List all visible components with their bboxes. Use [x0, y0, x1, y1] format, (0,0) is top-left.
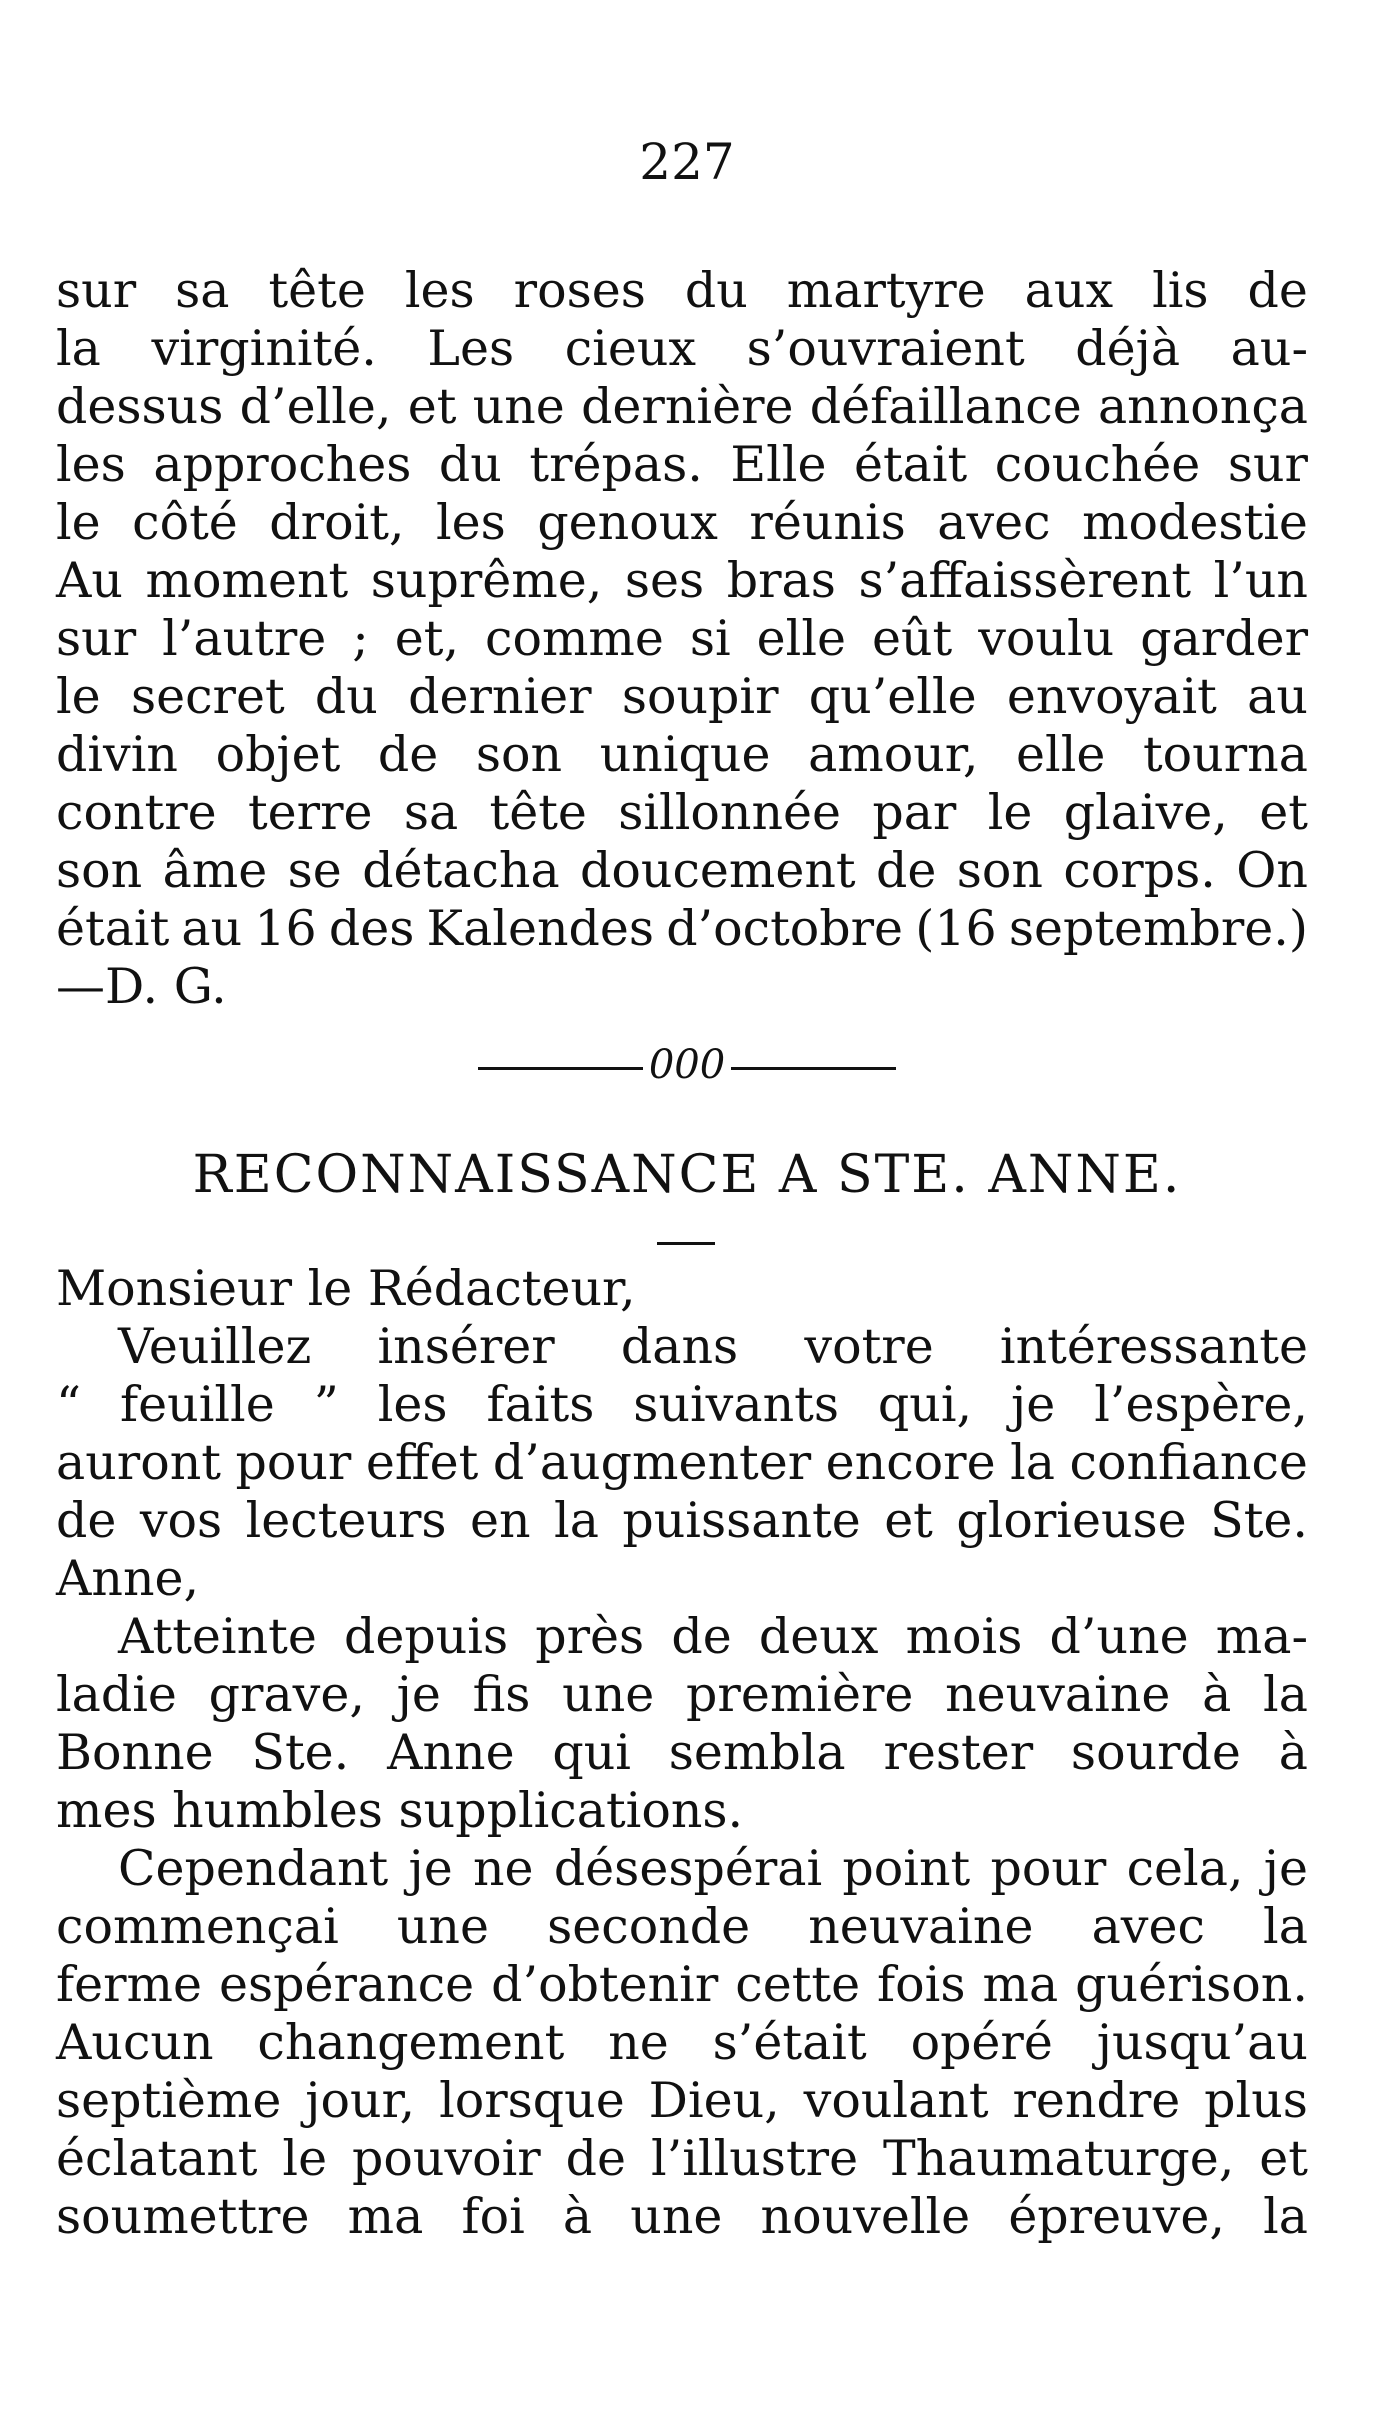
- text-line: le côté droit, les genoux réunis avec modestie: [56, 494, 1308, 551]
- text-line: “ feuille ” les faits suivants qui, je l’espère,: [56, 1376, 1308, 1433]
- text-line: était au 16 des Kalendes d’octobre (16 septembre.): [56, 900, 1308, 957]
- text-line: Bonne Ste. Anne qui sembla rester sourde à: [56, 1724, 1308, 1781]
- separator-rule-right: [731, 1067, 896, 1070]
- text-line: Au moment suprême, ses bras s’affaissèrent l’un: [56, 552, 1308, 609]
- text-line: sur l’autre ; et, comme si elle eût voulu garder: [56, 610, 1308, 667]
- text-line: la virginité. Les cieux s’ouvraient déjà au-: [56, 320, 1308, 377]
- page-number: 227: [639, 133, 735, 191]
- text-line: sur sa tête les roses du martyre aux lis de: [56, 262, 1308, 319]
- text-line: Cependant je ne désespérai point pour cela, je: [118, 1840, 1308, 1897]
- text-line: ferme espérance d’obtenir cette fois ma guérison.: [56, 1956, 1308, 2013]
- text-line: Anne,: [56, 1550, 200, 1607]
- text-line: —D. G.: [56, 958, 227, 1015]
- heading-rule: [657, 1242, 715, 1245]
- section-heading: RECONNAISSANCE A STE. ANNE.: [192, 1145, 1182, 1205]
- text-line: commençai une seconde neuvaine avec la: [56, 1898, 1308, 1955]
- text-line: éclatant le pouvoir de l’illustre Thaumaturge, et: [56, 2130, 1308, 2187]
- paragraph-martyrdom: [56, 262, 1308, 1016]
- text-line: divin objet de son unique amour, elle tourna: [56, 726, 1308, 783]
- letter-body: [56, 1260, 1308, 2246]
- text-line: son âme se détacha doucement de son corps. On: [56, 842, 1308, 899]
- text-line: dessus d’elle, et une dernière défaillance annonça: [56, 378, 1308, 435]
- text-line: Veuillez insérer dans votre intéressante: [118, 1318, 1308, 1375]
- text-line: les approches du trépas. Elle était couchée sur: [56, 436, 1308, 493]
- separator-ornament: 000: [648, 1042, 726, 1088]
- text-line: septième jour, lorsque Dieu, voulant rendre plus: [56, 2072, 1308, 2129]
- text-line: auront pour effet d’augmenter encore la confiance: [56, 1434, 1308, 1491]
- text-line: le secret du dernier soupir qu’elle envoyait au: [56, 668, 1308, 725]
- text-line: de vos lecteurs en la puissante et glorieuse Ste.: [56, 1492, 1308, 1549]
- text-line: ladie grave, je fis une première neuvaine à la: [56, 1666, 1308, 1723]
- text-line: Aucun changement ne s’était opéré jusqu’au: [56, 2014, 1308, 2071]
- section-separator: [0, 1040, 1374, 1090]
- separator-rule-left: [478, 1067, 643, 1070]
- text-line: Atteinte depuis près de deux mois d’une ma-: [118, 1608, 1308, 1665]
- text-line: mes humbles supplications.: [56, 1782, 744, 1839]
- text-line: soumettre ma foi à une nouvelle épreuve, la: [56, 2188, 1308, 2245]
- text-line: Monsieur le Rédacteur,: [56, 1260, 636, 1317]
- text-line: contre terre sa tête sillonnée par le glaive, et: [56, 784, 1308, 841]
